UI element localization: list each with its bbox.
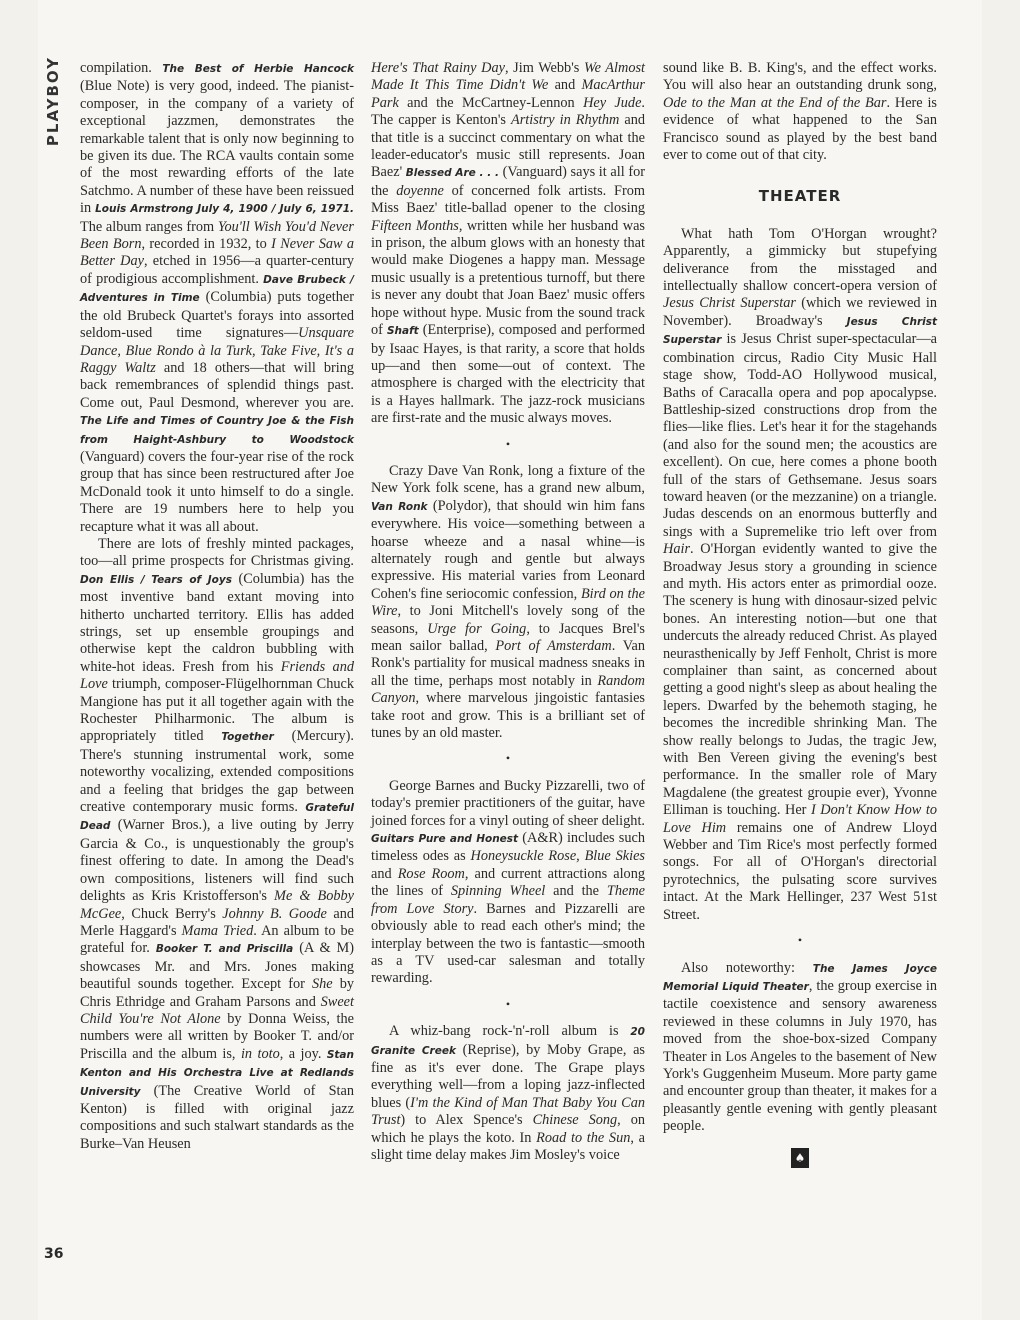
body-text: (Mercury). There's stunning instrumental work, some noteworthy vocalizing, extended compositions and a feeling that bridges the gap between creative contemporary music forms. <box>80 728 354 816</box>
italic-text: Me & Bobby McGee <box>80 888 354 922</box>
body-text: and the McCartney-Lennon <box>398 94 584 111</box>
italic-text: doyenne <box>396 182 444 199</box>
body-text: A whiz-bang rock-'n'-roll album is <box>389 1023 631 1040</box>
italic-text: Theme from Love Story <box>371 883 645 917</box>
body-text: by Donna Weiss, the numbers were all written by Booker T. and/or Priscilla and the album is, <box>80 1010 354 1062</box>
italic-text: Chinese Song <box>532 1112 618 1129</box>
masthead: PLAYBOY <box>44 56 62 147</box>
body-text: ) to Alex Spence's <box>400 1112 533 1129</box>
body-text: (Enterprise), composed and performed by Isaac Hayes, is that rarity, a score that holds up—and then some—out of context. The atmosphere is charged with the electricity that is a Hayes hallmark. The jazz-rock musicians are first-rate and the music always moves. <box>371 322 645 427</box>
italic-text: Here's That Rainy Day <box>371 60 505 76</box>
paragraph <box>80 60 354 536</box>
body-text: and that title is a succinct commentary on what the leader-educator's music still represents. Joan Baez' <box>371 112 646 181</box>
body-text: . Here is evidence of what happened to the San Francisco sound as played by the best band ever to come out of that city. <box>663 94 937 164</box>
title-text: Together <box>221 731 274 744</box>
italic-text: We Almost Made It This Time Didn't We <box>371 60 646 94</box>
title-text: Booker T. and Priscilla <box>155 943 294 956</box>
body-text: is Jesus Christ super-spectacular—a combination circus, Radio City Music Hall stage show, Todd-AO Hollywood musical, Baths of Caracalla opera and pop apocalypse. Battleship-sized constructions drop from the flies—like flies. Let's hear it for the stagehands (and also for the sound men; the acoustics are excellent). On cue, here comes a phone booth full of the stars of Gethsemane. Jesus soars toward heaven (or the mezzanine) on a triangle. Judas descends on an enormous butterfly and sings with a Supremelike trio left over from <box>663 331 937 540</box>
italic-text: Road to the Sun <box>536 1129 631 1146</box>
title-text: Dave Brubeck / Adventures in Time <box>80 273 354 305</box>
italic-text: MacArthur Park <box>371 77 645 111</box>
title-text: 20 Granite Creek <box>371 1026 645 1057</box>
body-text: (which we reviewed in November). Broadway's <box>663 295 937 329</box>
body-text: by Chris Ethridge and Graham Parsons and <box>80 976 354 1010</box>
body-text: . The capper is Kenton's <box>371 94 645 129</box>
body-text: , the group exercise in tactile coexistence and sensory awareness reviewed in these columns in July 1970, has moved from the shoe-box-sized Company Theater in Los Angeles to the basement of New York's Guggenheim Museum. More party game and encounter group than theater, it makes for a pleasantly gentle evening with gently pleasant people. <box>663 977 937 1135</box>
italic-text: I Don't Know How to Love Him <box>663 802 937 836</box>
italic-text: Johnny B. Goode <box>222 905 327 922</box>
body-text: What hath Tom O'Horgan wrought? Apparently, a gimmicky but stupefying deliverance from the misstaged and intellectually shallow concert-opera version of <box>663 225 937 295</box>
paragraph <box>371 1023 645 1164</box>
italic-text: Friends and Love <box>80 658 354 693</box>
body-text: The album ranges from <box>80 218 218 235</box>
paragraph <box>663 960 937 1136</box>
body-text: (Blue Note) is very good, indeed. The pianist-composer, in the company of a variety of exceptional jazzmen, demonstrates the remarkable talent that is only now beginning to be given its due. The RCA vaults contain some of the most rewarding efforts of the late Satchmo. A number of these have been reissued in <box>80 78 354 217</box>
body-text: , to Jacques Brel's mean sailor ballad, <box>371 620 645 654</box>
italic-text: Spinning Wheel <box>450 883 546 900</box>
body-text: and <box>371 865 398 882</box>
body-text: (Columbia) puts together the old Brubeck Quartet's forays into assorted seldom-used time signatures— <box>80 289 355 342</box>
paragraph <box>663 226 937 924</box>
body-text: There are lots of freshly minted packages, too—all prime prospects for Christmas giving. <box>80 535 354 570</box>
body-text: (Columbia) has the most inventive band extant moving into hitherto uncharted territory. Ellis has added strings, set up ensemble groupings and otherwise kept the caldron bubbling with white-hot ideas. Fresh from his <box>80 570 354 675</box>
paragraph <box>371 463 645 743</box>
title-text: Don Ellis / Tears of Joys <box>80 573 232 586</box>
title-text: The Best of Herbie Hancock <box>162 63 355 75</box>
body-text: (Polydor), that should win him fans everywhere. His voice—something between a hoarse wheeze and a nasal whine—is alternately rough and gentle but always expressive. His material varies from Leonard Cohen's fine seriocomic confession, <box>371 497 645 602</box>
paragraph <box>80 536 354 1153</box>
column-2 <box>371 60 645 1164</box>
column-1 <box>80 60 354 1153</box>
italic-text: Urge for Going <box>427 620 527 637</box>
body-text: , where marvelous jingoistic fantasies take root and grow. This is a brilliant set of tunes by an old master. <box>371 690 645 742</box>
body-text: and 18 others—that will bring back remembrances of splendid things past. Come out, Paul Desmond, wherever you are. <box>80 359 354 411</box>
italic-text: in toto <box>240 1045 280 1062</box>
title-text: Grateful Dead <box>80 802 354 833</box>
italic-text: I'm the Kind of Man That Baby You Can Trust <box>371 1094 645 1129</box>
bunny-logo-icon: ♠ <box>791 1148 809 1168</box>
body-text: , etched in 1956—a quarter-century of prodigious accomplishment. <box>80 253 354 287</box>
paragraph <box>371 778 645 988</box>
paragraph <box>663 60 937 164</box>
title-text: Guitars Pure and Honest <box>371 833 519 846</box>
italic-text: Jesus Christ Superstar <box>663 295 796 312</box>
column-3 <box>663 60 937 1168</box>
body-text: triumph, composer-Flügelhornman Chuck Mangione has put it all together again with the Rochester Philharmonic. The album is appropriately titled <box>80 676 354 745</box>
page-number: 36 <box>44 1246 64 1262</box>
section-divider: • <box>505 996 511 1011</box>
section-divider: • <box>797 933 803 948</box>
italic-text: Bird on the Wire <box>371 585 645 620</box>
italic-text: Fifteen Months <box>371 217 459 234</box>
body-text: (Reprise), by Moby Grape, as fine as it's ever done. The Grape plays everything well—from a loping jazz-inflected blues ( <box>371 1041 645 1111</box>
body-text: sound like B. B. King's, and the effect works. You will also hear an outstanding drunk song, <box>663 60 937 94</box>
title-text: Blessed Are . . . <box>405 167 499 180</box>
italic-text: Artistry in Rhythm <box>510 112 620 129</box>
italic-text: I Never Saw a Better Day <box>80 236 355 270</box>
italic-text: Hair <box>663 541 691 558</box>
body-text: . Barnes and Pizzarelli are obviously able to read each other's mind; the interplay between the two is fantastic—smooth as a TV used-car salesman and totally rewarding. <box>371 900 645 987</box>
title-text: Stan Kenton and His Orchestra Live at Redlands University <box>80 1048 354 1098</box>
italic-text: She <box>311 976 333 993</box>
body-text: . O'Horgan evidently wanted to give the Broadway Jesus story a grounding in science and myth. His actors enter as primordial ooze. The scenery is hung with dinosaur-sized pelvic bones. An interesting notion—but one that undercuts the already reduced Christ. As played neurasthenically by Jeff Fenholt, Christ is more complainer than saint, as concerned about getting a good night's sleep as about healing the lepers. Dwarfed by the behemoth staging, he becomes the incredible shrinking Man. The show really belongs to Judas, the tragic Jew, with Ben Vereen giving the evening's best performance. In the smaller role of Mary Magdalene (the greatest groupie ever), Yvonne Elliman is touching. Her <box>663 541 937 819</box>
body-text: , recorded in 1932, to <box>141 236 272 253</box>
italic-text: Honeysuckle Rose, Blue Skies <box>470 848 645 865</box>
italic-text: Unsquare Dance, Blue Rondo à la Turk, Take Five, It's a Raggy Waltz <box>80 325 354 376</box>
body-text: , a slight time delay makes Jim Mosley's voice <box>371 1129 645 1163</box>
title-text: The Life and Times of Country Joe & the Fish from Haight-Ashbury to Woodstock <box>80 415 354 446</box>
body-text: compilation. <box>80 60 163 76</box>
italic-text: Hey Jude <box>583 94 642 111</box>
body-text: (Vanguard) says it all for the <box>371 164 645 199</box>
title-text: Jesus Christ Superstar <box>663 315 938 347</box>
italic-text: You'll Wish You'd Never Been Born <box>80 218 354 253</box>
section-divider: • <box>505 751 511 766</box>
italic-text: Mama Tried <box>181 922 254 939</box>
italic-text: Sweet Child You're Not Alone <box>80 993 354 1027</box>
body-text: , Jim Webb's <box>504 60 584 76</box>
body-text: (The Creative World of Stan Kenton) is filled with original jazz compositions and such stalwart standards as the Burke–Van Heusen <box>80 1082 354 1152</box>
body-text: remains one of Andrew Lloyd Webber and Tim Rice's most perfectly formed songs. For all of O'Horgan's directorial pyrotechnics, the pulsating score survives intact. At the Mark Hellinger, 237 West 51st Street. <box>663 819 937 923</box>
body-text: Also noteworthy: <box>681 959 813 976</box>
body-text: (A & M) showcases Mr. and Mrs. Jones making beautiful sounds together. Except for <box>80 940 354 993</box>
body-text: and Merle Haggard's <box>80 905 355 939</box>
body-text: , written while her husband was in prison, the album glows with an honesty that would make Diogenes a happy man. Message music usually is a pretentious turnoff, but there is never any doubt that Joan Baez' music offers hope without hype. Music from the sound track of <box>371 217 645 339</box>
italic-text: Rose Room <box>397 865 465 882</box>
body-text: (Vanguard) covers the four-year rise of the rock group that has since been restructured after Joe McDonald took it unto himself to do a single. There are 19 numbers here to help you recapture what it was all about. <box>80 448 354 535</box>
body-text: , on which he plays the koto. In <box>371 1112 645 1146</box>
italic-text: Ode to the Man at the End of the Bar <box>663 94 887 111</box>
body-text: George Barnes and Bucky Pizzarelli, two of today's premier practitioners of the guitar, have joined forces for a vinyl outing of sheer delight. <box>371 777 645 829</box>
body-text: , to Joni Mitchell's lovely song of the seasons, <box>371 603 645 637</box>
body-text: of concerned folk artists. From Miss Baez' title-ballad opener to the closing <box>371 182 645 217</box>
body-text: (A&R) includes such timeless odes as <box>371 830 645 865</box>
body-text: , Chuck Berry's <box>121 905 223 922</box>
section-divider: • <box>505 436 511 451</box>
italic-text: Port of Amsterdam <box>495 638 612 654</box>
body-text: Crazy Dave Van Ronk, long a fixture of the New York folk scene, has a grand new album, <box>371 462 645 497</box>
title-text: The James Joyce Memorial Liquid Theater <box>663 962 937 993</box>
italic-text: Random Canyon <box>371 672 645 707</box>
body-text: , a joy. <box>279 1045 327 1062</box>
paragraph <box>371 60 645 428</box>
body-text: , and current attractions along the lines of <box>371 865 646 900</box>
body-text: . Van Ronk's partiality for musical madness sneaks in all the time, perhaps most notably in <box>371 638 646 689</box>
body-text: and <box>548 77 582 94</box>
title-text: Van Ronk <box>371 500 428 513</box>
title-text: Shaft <box>386 325 419 338</box>
body-text: (Warner Bros.), a live outing by Jerry Garcia & Co., is unquestionably the group's finest offering to date. In among the Dead's own compositions, listeners will find such delights as Kris Kristofferson's <box>80 817 354 905</box>
section-heading: THEATER <box>758 187 842 206</box>
body-text: . An album to be grateful for. <box>80 922 354 957</box>
title-text: Louis Armstrong July 4, 1900 / July 6, 1971. <box>95 203 354 216</box>
body-text: and the <box>545 883 607 900</box>
